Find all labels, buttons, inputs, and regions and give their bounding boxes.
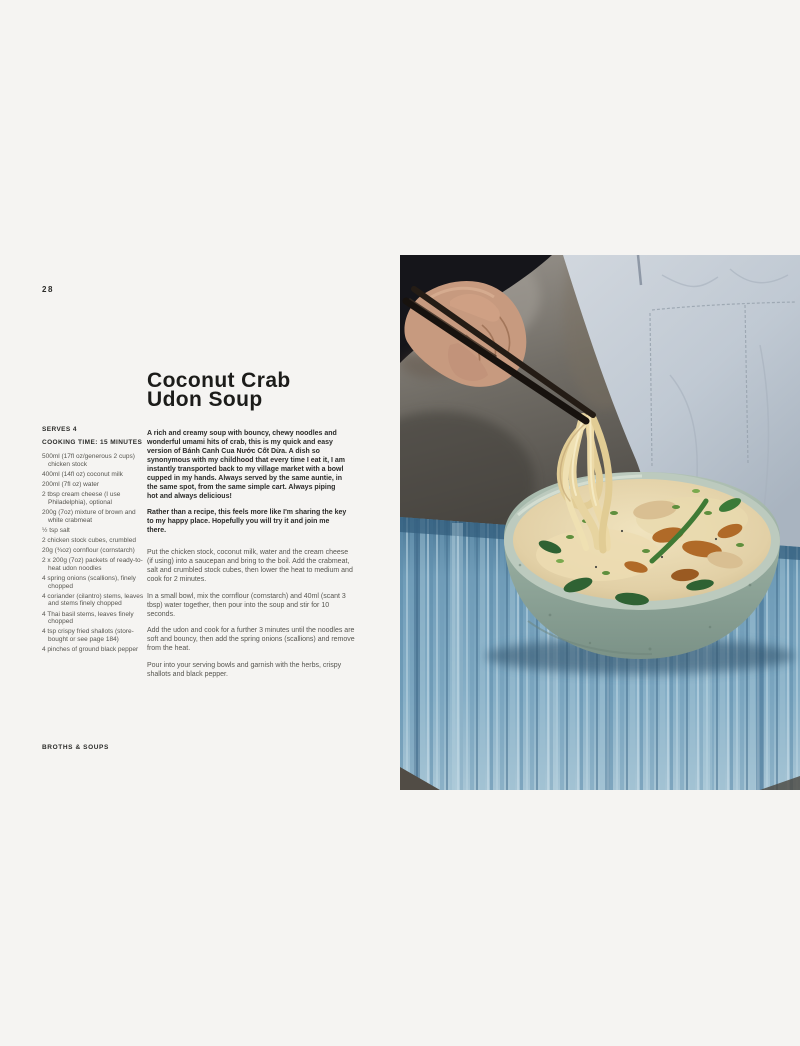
recipe-title-line2: Udon Soup (147, 387, 263, 411)
ingredient-item: 4 pinches of ground black pepper (42, 646, 139, 654)
ingredient-item: ½ tsp salt (42, 526, 70, 534)
serves-label: SERVES 4 (42, 426, 77, 433)
ingredient-item: 4 spring onions (scallions), finely chopped (42, 575, 136, 590)
ingredient-item: 4 coriander (cilantro) stems, leaves and stems finely chopped (42, 592, 144, 608)
intro-paragraph: A rich and creamy soup with bouncy, chewy noodles and wonderful umami hits of crab, this is my quick and easy version of Bánh Canh Cua Nước Cốt Dừa. A dish so synonymous with my childhood that every time I eat it, I am instantly transported back to my village market with a bowl cupped in my hands. Always served by the same auntie, in the same spot, from the same simple cart. Always piping hot and always delicious! (147, 430, 345, 500)
recipe-method (147, 548, 355, 686)
recipe-intro (147, 429, 348, 542)
method-step: Pour into your serving bowls and garnish with the herbs, crispy shallots and black pepper. (147, 661, 342, 678)
recipe-title-line1: Coconut Crab (147, 369, 291, 392)
ingredients-column (42, 426, 146, 656)
ingredient-item: 200ml (7fl oz) water (42, 480, 100, 488)
ingredients-list (42, 453, 146, 654)
method-step: In a small bowl, mix the cornflour (cornstarch) and 40ml (scant 3 tbsp) water together, then pour into the soup and stir for 10 seconds. (147, 592, 346, 618)
ingredient-item: 400ml (14fl oz) coconut milk (42, 470, 123, 478)
recipe-title (147, 369, 291, 411)
ingredient-item: 2 chicken stock cubes, crumbled (42, 536, 136, 544)
ingredient-item: 2 tbsp cream cheese (I use Philadelphia), optional (42, 491, 121, 506)
ingredient-item: 2 x 200g (7oz) packets of ready-to-heat udon noodles (42, 557, 143, 572)
ingredient-item: 20g (¾oz) cornflour (cornstarch) (42, 547, 135, 555)
recipe-photo (400, 255, 800, 790)
section-footer: BROTHS & SOUPS (42, 744, 109, 751)
method-step: Add the udon and cook for a further 3 minutes until the noodles are soft and bouncy, then add the spring onions (scallions) and remove from the heat. (147, 627, 355, 652)
ingredient-item: 4 Thai basil stems, leaves finely chopped (42, 610, 134, 626)
ingredient-item: 500ml (17fl oz/generous 2 cups) chicken stock (42, 453, 135, 468)
page-number: 28 (42, 285, 54, 294)
ingredient-item: 200g (7oz) mixture of brown and white crabmeat (42, 508, 136, 524)
intro-paragraph: Rather than a recipe, this feels more like I'm sharing the key to my happy place. Hopefully you will try it and join me there. (147, 509, 347, 534)
cooking-time-label: COOKING TIME: 15 MINUTES (42, 439, 143, 446)
method-step: Put the chicken stock, coconut milk, water and the cream cheese (if using) into a saucepan and bring to the boil. Add the crabmeat, salt and crumbled stock cubes, then lower the heat to medium and cook for 2 minutes. (147, 549, 353, 583)
ingredient-item: 4 tsp crispy fried shallots (store-bought or see page 184) (42, 628, 134, 643)
